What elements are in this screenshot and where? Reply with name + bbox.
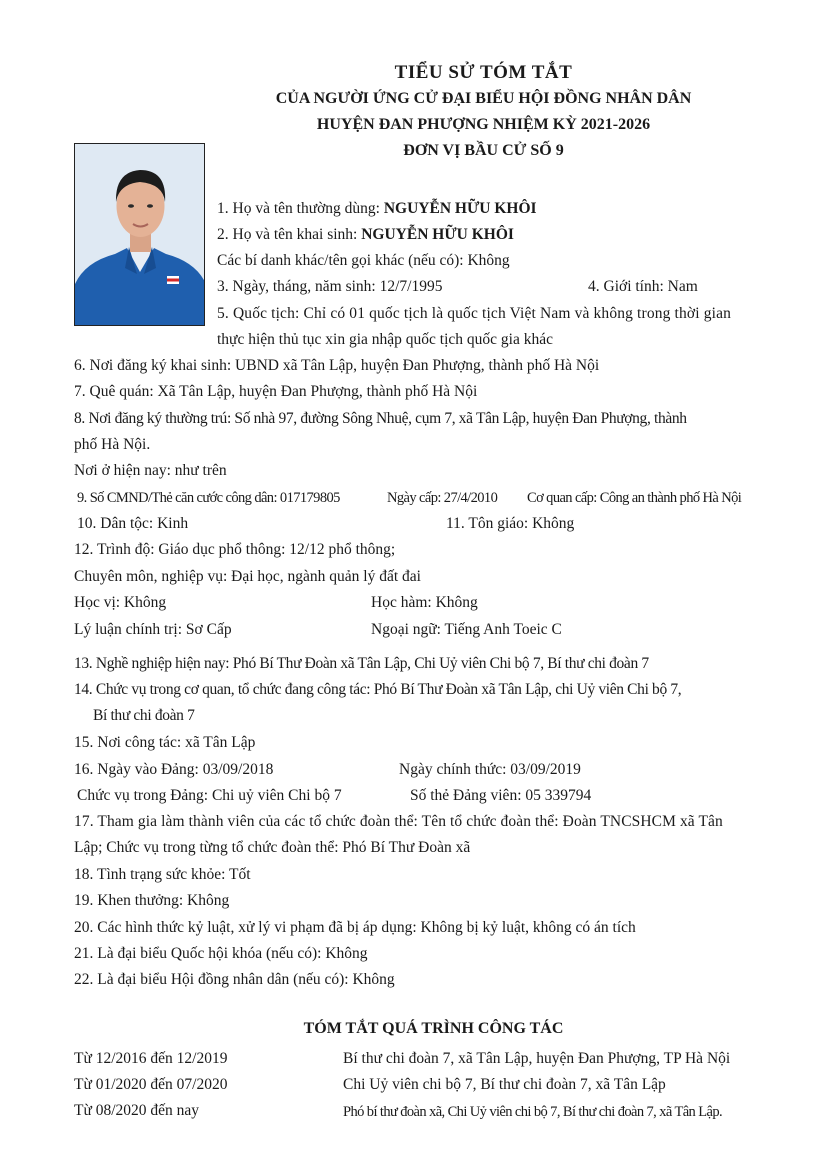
- work-history-role: Phó bí thư đoàn xã, Chi Uỷ viên chi bộ 7, Bí thư chi đoàn 7, xã Tân Lập.: [343, 1104, 722, 1120]
- field-specialty: Chuyên môn, nghiệp vụ: Đại học, ngành quản lý đất đai: [74, 568, 421, 585]
- field-political-theory: Lý luận chính trị: Sơ Cấp: [74, 621, 232, 638]
- field-permanent-residence-line2: phố Hà Nội.: [74, 436, 151, 453]
- field-party-position: Chức vụ trong Đảng: Chi uỷ viên Chi bộ 7: [77, 787, 342, 804]
- field-foreign-language: Ngoại ngữ: Tiếng Anh Toeic C: [371, 621, 562, 638]
- field-permanent-residence-line1: 8. Nơi đăng ký thường trú: Số nhà 97, đường Sông Nhuệ, cụm 7, xã Tân Lập, huyện Đan Phượng, thành: [74, 410, 687, 427]
- field-hometown: 7. Quê quán: Xã Tân Lập, huyện Đan Phượng, thành phố Hà Nội: [74, 383, 478, 400]
- field-religion: 11. Tôn giáo: Không: [446, 515, 575, 532]
- field-position-line2: Bí thư chi đoàn 7: [93, 707, 195, 724]
- document-electoral-unit: ĐƠN VỊ BẦU CỬ SỐ 9: [403, 142, 564, 159]
- field-degree: Học vị: Không: [74, 594, 167, 611]
- field-gender: 4. Giới tính: Nam: [588, 278, 698, 295]
- field-id-issuing-agency: Cơ quan cấp: Công an thành phố Hà Nội: [527, 490, 742, 506]
- field-birth-date: 3. Ngày, tháng, năm sinh: 12/7/1995: [217, 278, 443, 295]
- document-subtitle: CỦA NGƯỜI ỨNG CỬ ĐẠI BIỂU HỘI ĐỒNG NHÂN DÂN: [275, 90, 692, 107]
- work-history-title: TÓM TẮT QUÁ TRÌNH CÔNG TÁC: [303, 1020, 564, 1037]
- field-organizations-line1: 17. Tham gia làm thành viên của các tổ chức đoàn thể: Tên tổ chức đoàn thể: Đoàn TNCSHCM xã Tân: [74, 813, 723, 830]
- work-history-role: Chi Uỷ viên chi bộ 7, Bí thư chi đoàn 7, xã Tân Lập: [343, 1076, 666, 1093]
- document-title: TIỂU SỬ TÓM TẮT: [394, 62, 573, 83]
- field-awards: 19. Khen thưởng: Không: [74, 892, 230, 909]
- field-position-line1: 14. Chức vụ trong cơ quan, tổ chức đang công tác: Phó Bí Thư Đoàn xã Tân Lập, chi Uỷ viên Chi bộ 7,: [74, 681, 682, 698]
- field-party-join-date: 16. Ngày vào Đảng: 03/09/2018: [74, 761, 274, 778]
- field-education: 12. Trình độ: Giáo dục phổ thông: 12/12 phổ thông;: [74, 541, 396, 558]
- field-nationality-line2: thực hiện thủ tục xin gia nhập quốc tịch quốc gia khác: [217, 331, 553, 348]
- work-history-period: Từ 01/2020 đến 07/2020: [74, 1076, 228, 1093]
- candidate-photo: [74, 143, 205, 326]
- work-history-period: Từ 12/2016 đến 12/2019: [74, 1050, 228, 1067]
- field-common-name-label: 1. Họ và tên thường dùng:: [217, 200, 384, 217]
- field-peoples-council: 22. Là đại biểu Hội đồng nhân dân (nếu có): Không: [74, 971, 395, 988]
- field-birth-registration: 6. Nơi đăng ký khai sinh: UBND xã Tân Lập, huyện Đan Phượng, thành phố Hà Nội: [74, 357, 600, 374]
- field-ethnicity: 10. Dân tộc: Kinh: [77, 515, 189, 532]
- field-party-official-date: Ngày chính thức: 03/09/2019: [399, 761, 581, 778]
- field-current-address: Nơi ở hiện nay: như trên: [74, 462, 227, 479]
- field-common-name-value: NGUYỄN HỮU KHÔI: [383, 200, 537, 217]
- field-workplace: 15. Nơi công tác: xã Tân Lập: [74, 734, 256, 751]
- field-birth-name-value: NGUYỄN HỮU KHÔI: [361, 226, 514, 243]
- field-national-assembly: 21. Là đại biểu Quốc hội khóa (nếu có): Không: [74, 945, 368, 962]
- field-aliases: Các bí danh khác/tên gọi khác (nếu có): Không: [217, 252, 510, 269]
- field-party-card-number: Số thẻ Đảng viên: 05 339794: [410, 787, 592, 804]
- work-history-period: Từ 08/2020 đến nay: [74, 1102, 200, 1119]
- document-district-term: HUYỆN ĐAN PHƯỢNG NHIỆM KỲ 2021-2026: [316, 116, 651, 133]
- field-occupation: 13. Nghề nghiệp hiện nay: Phó Bí Thư Đoàn xã Tân Lập, Chi Uỷ viên Chi bộ 7, Bí thư chi đoàn 7: [74, 655, 649, 672]
- field-organizations-line2: Lập; Chức vụ trong từng tổ chức đoàn thể: Phó Bí Thư Đoàn xã: [74, 839, 471, 856]
- field-nationality-line1: 5. Quốc tịch: Chỉ có 01 quốc tịch là quốc tịch Việt Nam và không trong thời gian: [217, 305, 732, 322]
- field-academic-title: Học hàm: Không: [371, 594, 478, 611]
- field-id-issue-date: Ngày cấp: 27/4/2010: [387, 490, 498, 506]
- field-health: 18. Tình trạng sức khỏe: Tốt: [74, 866, 251, 883]
- field-birth-name: [217, 225, 514, 245]
- field-discipline: 20. Các hình thức kỷ luật, xử lý vi phạm đã bị áp dụng: Không bị kỷ luật, không có án tích: [74, 919, 636, 936]
- field-id-number: 9. Số CMND/Thẻ căn cước công dân: 017179805: [77, 490, 340, 506]
- work-history-role: Bí thư chi đoàn 7, xã Tân Lập, huyện Đan Phượng, TP Hà Nội: [343, 1050, 731, 1067]
- candidate-portrait-icon: [75, 144, 205, 326]
- field-common-name: [217, 199, 537, 219]
- field-birth-name-label: 2. Họ và tên khai sinh:: [217, 226, 362, 243]
